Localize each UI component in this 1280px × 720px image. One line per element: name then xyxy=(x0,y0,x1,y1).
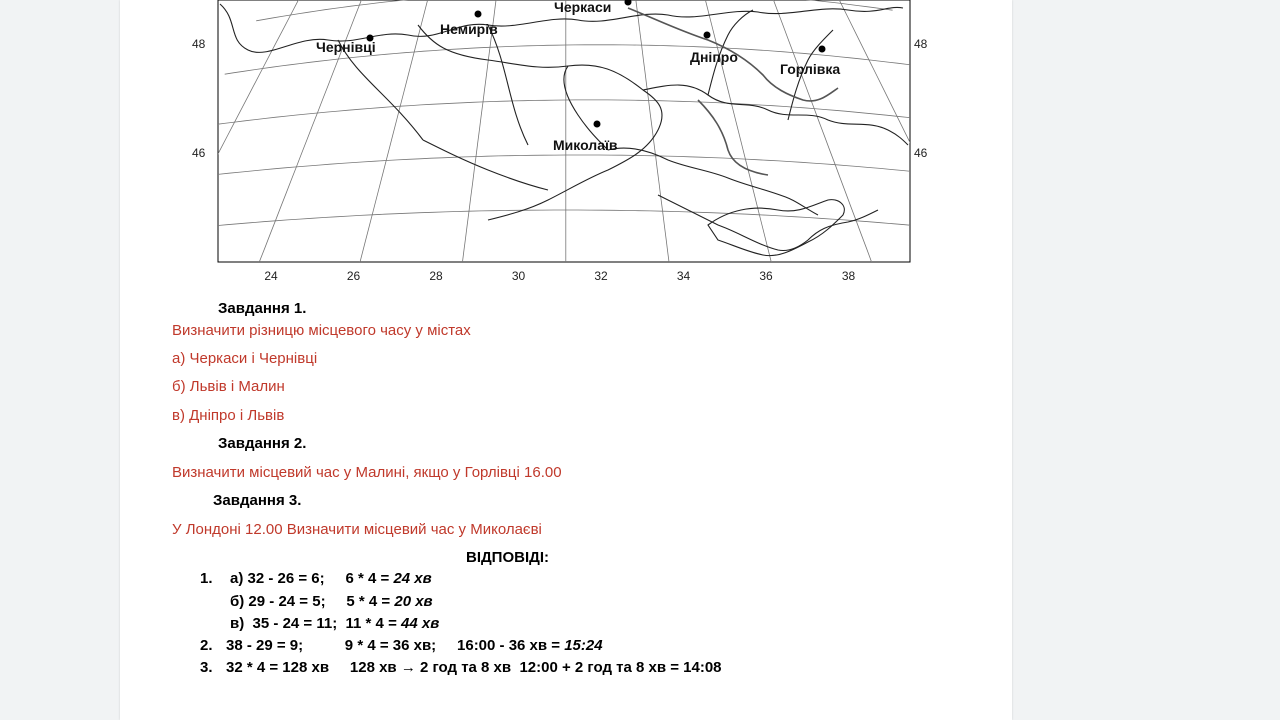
answer-1c xyxy=(230,615,439,632)
task1-title: Завдання 1. xyxy=(218,300,307,317)
city-marker xyxy=(475,11,482,18)
task1-question: Визначити різницю місцевого часу у містах xyxy=(172,322,471,339)
map-figure xyxy=(188,0,948,290)
city-label: Горлівка xyxy=(780,61,841,77)
answer-1b xyxy=(230,593,433,610)
task3-title: Завдання 3. xyxy=(213,492,302,509)
document-page xyxy=(120,0,1012,720)
task1-item-a: а) Черкаси і Чернівці xyxy=(172,350,318,367)
lat-tick-label-left: 46 xyxy=(192,146,206,160)
city-label: Черкаси xyxy=(554,0,612,15)
answer-3: 32 * 4 = 128 хв 128 хв → 2 год та 8 хв 12:00 + 2 год та 8 хв = 14:08 xyxy=(226,659,722,676)
lon-tick-label: 38 xyxy=(841,269,856,283)
answers-title: ВІДПОВІДІ: xyxy=(466,549,549,566)
lon-tick-label: 36 xyxy=(759,269,773,283)
task3-question: У Лондоні 12.00 Визначити місцевий час у Миколаєві xyxy=(172,521,542,538)
task2-question: Визначити місцевий час у Малині, якщо у Горлівці 16.00 xyxy=(172,464,562,481)
city-label: Дніпро xyxy=(690,49,738,65)
answer-2-number: 2. xyxy=(200,637,213,654)
answer-1b-calc: б) 29 - 24 = 5; 5 * 4 = xyxy=(230,593,395,610)
answer-2-calc: 38 - 29 = 9; 9 * 4 = 36 хв; 16:00 - 36 хв = xyxy=(226,637,565,654)
lon-tick-label: 34 xyxy=(676,269,691,283)
city-marker xyxy=(704,32,711,39)
lon-tick-label: 30 xyxy=(511,269,526,283)
answer-1a-result: 24 хв xyxy=(393,570,432,587)
parallel-line xyxy=(188,265,948,290)
lat-tick-label-right: 46 xyxy=(914,146,928,160)
answer-3-number: 3. xyxy=(200,659,213,676)
answer-1c-calc: в) 35 - 24 = 11; 11 * 4 = xyxy=(230,615,401,632)
city-label: Немирів xyxy=(440,21,498,37)
task1-item-b: б) Львів і Малин xyxy=(172,378,285,395)
lon-tick-label: 26 xyxy=(346,269,361,283)
ukraine-map xyxy=(188,0,948,290)
lat-tick-label-right: 48 xyxy=(914,37,928,51)
answer-1b-result: 20 хв xyxy=(394,593,433,610)
city-label: Миколаїв xyxy=(553,137,618,153)
lon-tick-label: 32 xyxy=(594,269,608,283)
city-label: Чернівці xyxy=(316,39,376,55)
city-marker xyxy=(819,46,826,53)
lon-tick-label: 28 xyxy=(429,269,443,283)
lon-tick-label: 24 xyxy=(264,269,278,283)
city-marker xyxy=(594,121,601,128)
answer-1a xyxy=(230,570,432,587)
answer-1-number: 1. xyxy=(200,570,213,587)
answer-2-result: 15:24 xyxy=(564,637,603,654)
answer-1c-result: 44 хв xyxy=(401,615,440,632)
lat-tick-label-left: 48 xyxy=(192,37,206,51)
answer-1a-calc: а) 32 - 26 = 6; 6 * 4 = xyxy=(230,570,394,587)
answer-2 xyxy=(226,637,603,654)
task2-title: Завдання 2. xyxy=(218,435,307,452)
task1-item-c: в) Дніпро і Львів xyxy=(172,407,285,424)
